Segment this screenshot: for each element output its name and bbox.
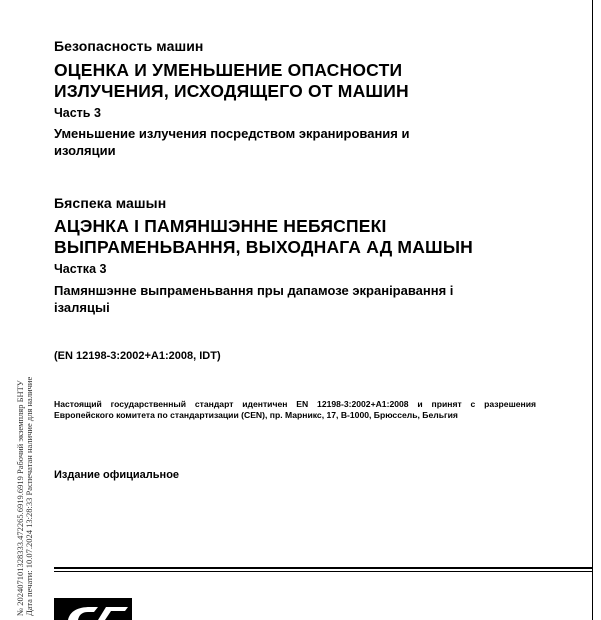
side-print-stamp [16, 377, 34, 616]
by-title-line-2: ВЫПРАМЕНЬВАННЯ, ВЫХОДНАГА АД МАШЫН [54, 237, 473, 257]
footer-rule-thick [54, 567, 592, 569]
side-stamp-line-1: № 202407101328333.472265.6919.6919 Рабочий экземпляр БНТУ [15, 380, 25, 616]
by-subtitle [54, 282, 453, 316]
standards-logo-icon [54, 598, 132, 620]
ru-title-line-2: ИЗЛУЧЕНИЯ, ИСХОДЯЩЕГО ОТ МАШИН [54, 81, 409, 101]
by-subject: Бяспека машын [54, 195, 167, 211]
adoption-notice-line-2: Европейского комитета по стандартизации (CEN), пр. Марникс, 17, B-1000, Брюссель, Бельгия [54, 410, 458, 420]
side-stamp-line-2: Дата печати: 10.07.2024 13:28:33 Распечатан наличие для наличие [24, 376, 34, 616]
footer-rule-thin [54, 571, 592, 572]
ru-subtitle-line-2: изоляции [54, 143, 116, 158]
by-part: Частка 3 [54, 262, 107, 276]
ru-title [54, 60, 409, 102]
standard-identifier: (EN 12198-3:2002+A1:2008, IDT) [54, 350, 221, 362]
by-title-line-1: АЦЭНКА І ПАМЯНШЭННЕ НЕБЯСПЕКІ [54, 216, 387, 236]
ru-title-line-1: ОЦЕНКА И УМЕНЬШЕНИЕ ОПАСНОСТИ [54, 60, 403, 80]
ru-part: Часть 3 [54, 106, 101, 120]
ru-subtitle-line-1: Уменьшение излучения посредством экранирования и [54, 126, 410, 141]
adoption-notice-line-1: Настоящий государственный стандарт идентичен EN 12198-3:2002+A1:2008 и принят с разрешения [54, 399, 536, 409]
by-subtitle-line-2: ізаляцыі [54, 300, 110, 315]
by-subtitle-line-1: Памяншэнне выпраменьвання пры дапамозе экраніравання і [54, 283, 454, 298]
edition-label: Издание официальное [54, 469, 180, 481]
page-border [592, 0, 593, 620]
ru-subject: Безопасность машин [54, 38, 204, 54]
ru-subtitle [54, 125, 409, 159]
by-title [54, 216, 473, 258]
standards-logo [54, 598, 132, 620]
adoption-notice [54, 399, 536, 421]
